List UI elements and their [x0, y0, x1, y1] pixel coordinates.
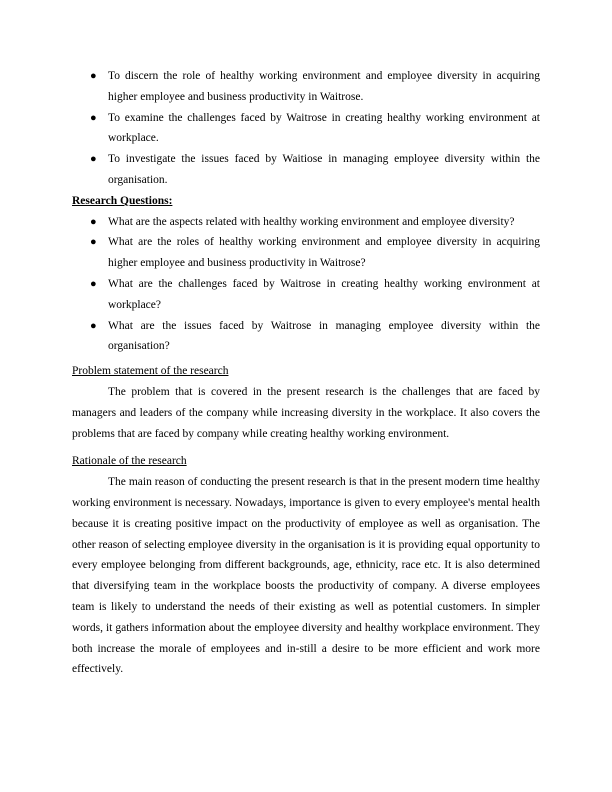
problem-statement-paragraph: The problem that is covered in the present research is the challenges that are faced by managers and leaders of the company while increasing diversity in the workplace. It also covers the problems that are faced by company while creating healthy working environment. — [72, 385, 540, 440]
list-item — [72, 232, 540, 274]
research-questions-list — [72, 212, 540, 358]
bullet-icon: ● — [90, 215, 97, 228]
list-item — [72, 274, 540, 316]
problem-statement-heading: Problem statement of the research — [72, 365, 229, 378]
list-item — [72, 149, 540, 191]
bullet-icon: ● — [90, 70, 97, 82]
list-item-text: What are the roles of healthy working environment and employee diversity in acquiring higher employee and business productivity in Waitrose? — [108, 236, 540, 270]
list-item — [72, 66, 540, 108]
bullet-icon: ● — [90, 277, 97, 290]
list-item — [72, 316, 540, 358]
list-item-text: To investigate the issues faced by Waitiose in managing employee diversity within the organisation. — [108, 153, 540, 186]
list-item-text: To examine the challenges faced by Waitrose in creating healthy working environment at workplace. — [108, 111, 540, 145]
list-item-text: What are the challenges faced by Waitrose in creating healthy working environment at workplace? — [108, 277, 540, 311]
bullet-icon: ● — [90, 319, 97, 332]
list-item-text: What are the aspects related with healthy working environment and employee diversity? — [108, 215, 515, 228]
bullet-icon: ● — [90, 153, 97, 166]
bullet-icon: ● — [90, 111, 97, 124]
list-item — [72, 212, 540, 233]
list-item — [72, 108, 540, 150]
research-questions-heading: Research Questions: — [72, 194, 173, 207]
list-item-text: To discern the role of healthy working environment and employee diversity in acquiring higher employee and business productivity in Waitrose. — [108, 70, 540, 103]
document-page — [72, 66, 540, 680]
rationale-heading: Rationale of the research — [72, 455, 187, 468]
objectives-list — [72, 66, 540, 191]
bullet-icon: ● — [90, 236, 97, 249]
rationale-paragraph: The main reason of conducting the present research is that in the present modern time healthy working environment is necessary. Nowadays, importance is given to every employee's mental health because it is creating positive impact on the productivity of employee as well as organisation. The other reason of selecting employee diversity in the organisation is it is providing equal opportunity to every employee belonging from different backgrounds, age, ethnicity, race etc. It is also determined that diversifying team in the workplace boosts the productivity of company. A diverse employees team is likely to understand the needs of their existing as well as potential customers. In simpler words, it gathers information about the employee diversity and healthy workplace environment. They both increase the morale of employees and in-still a desire to be more efficient and work more effectively. — [72, 476, 540, 676]
list-item-text: What are the issues faced by Waitrose in managing employee diversity within the organisation? — [108, 319, 540, 353]
